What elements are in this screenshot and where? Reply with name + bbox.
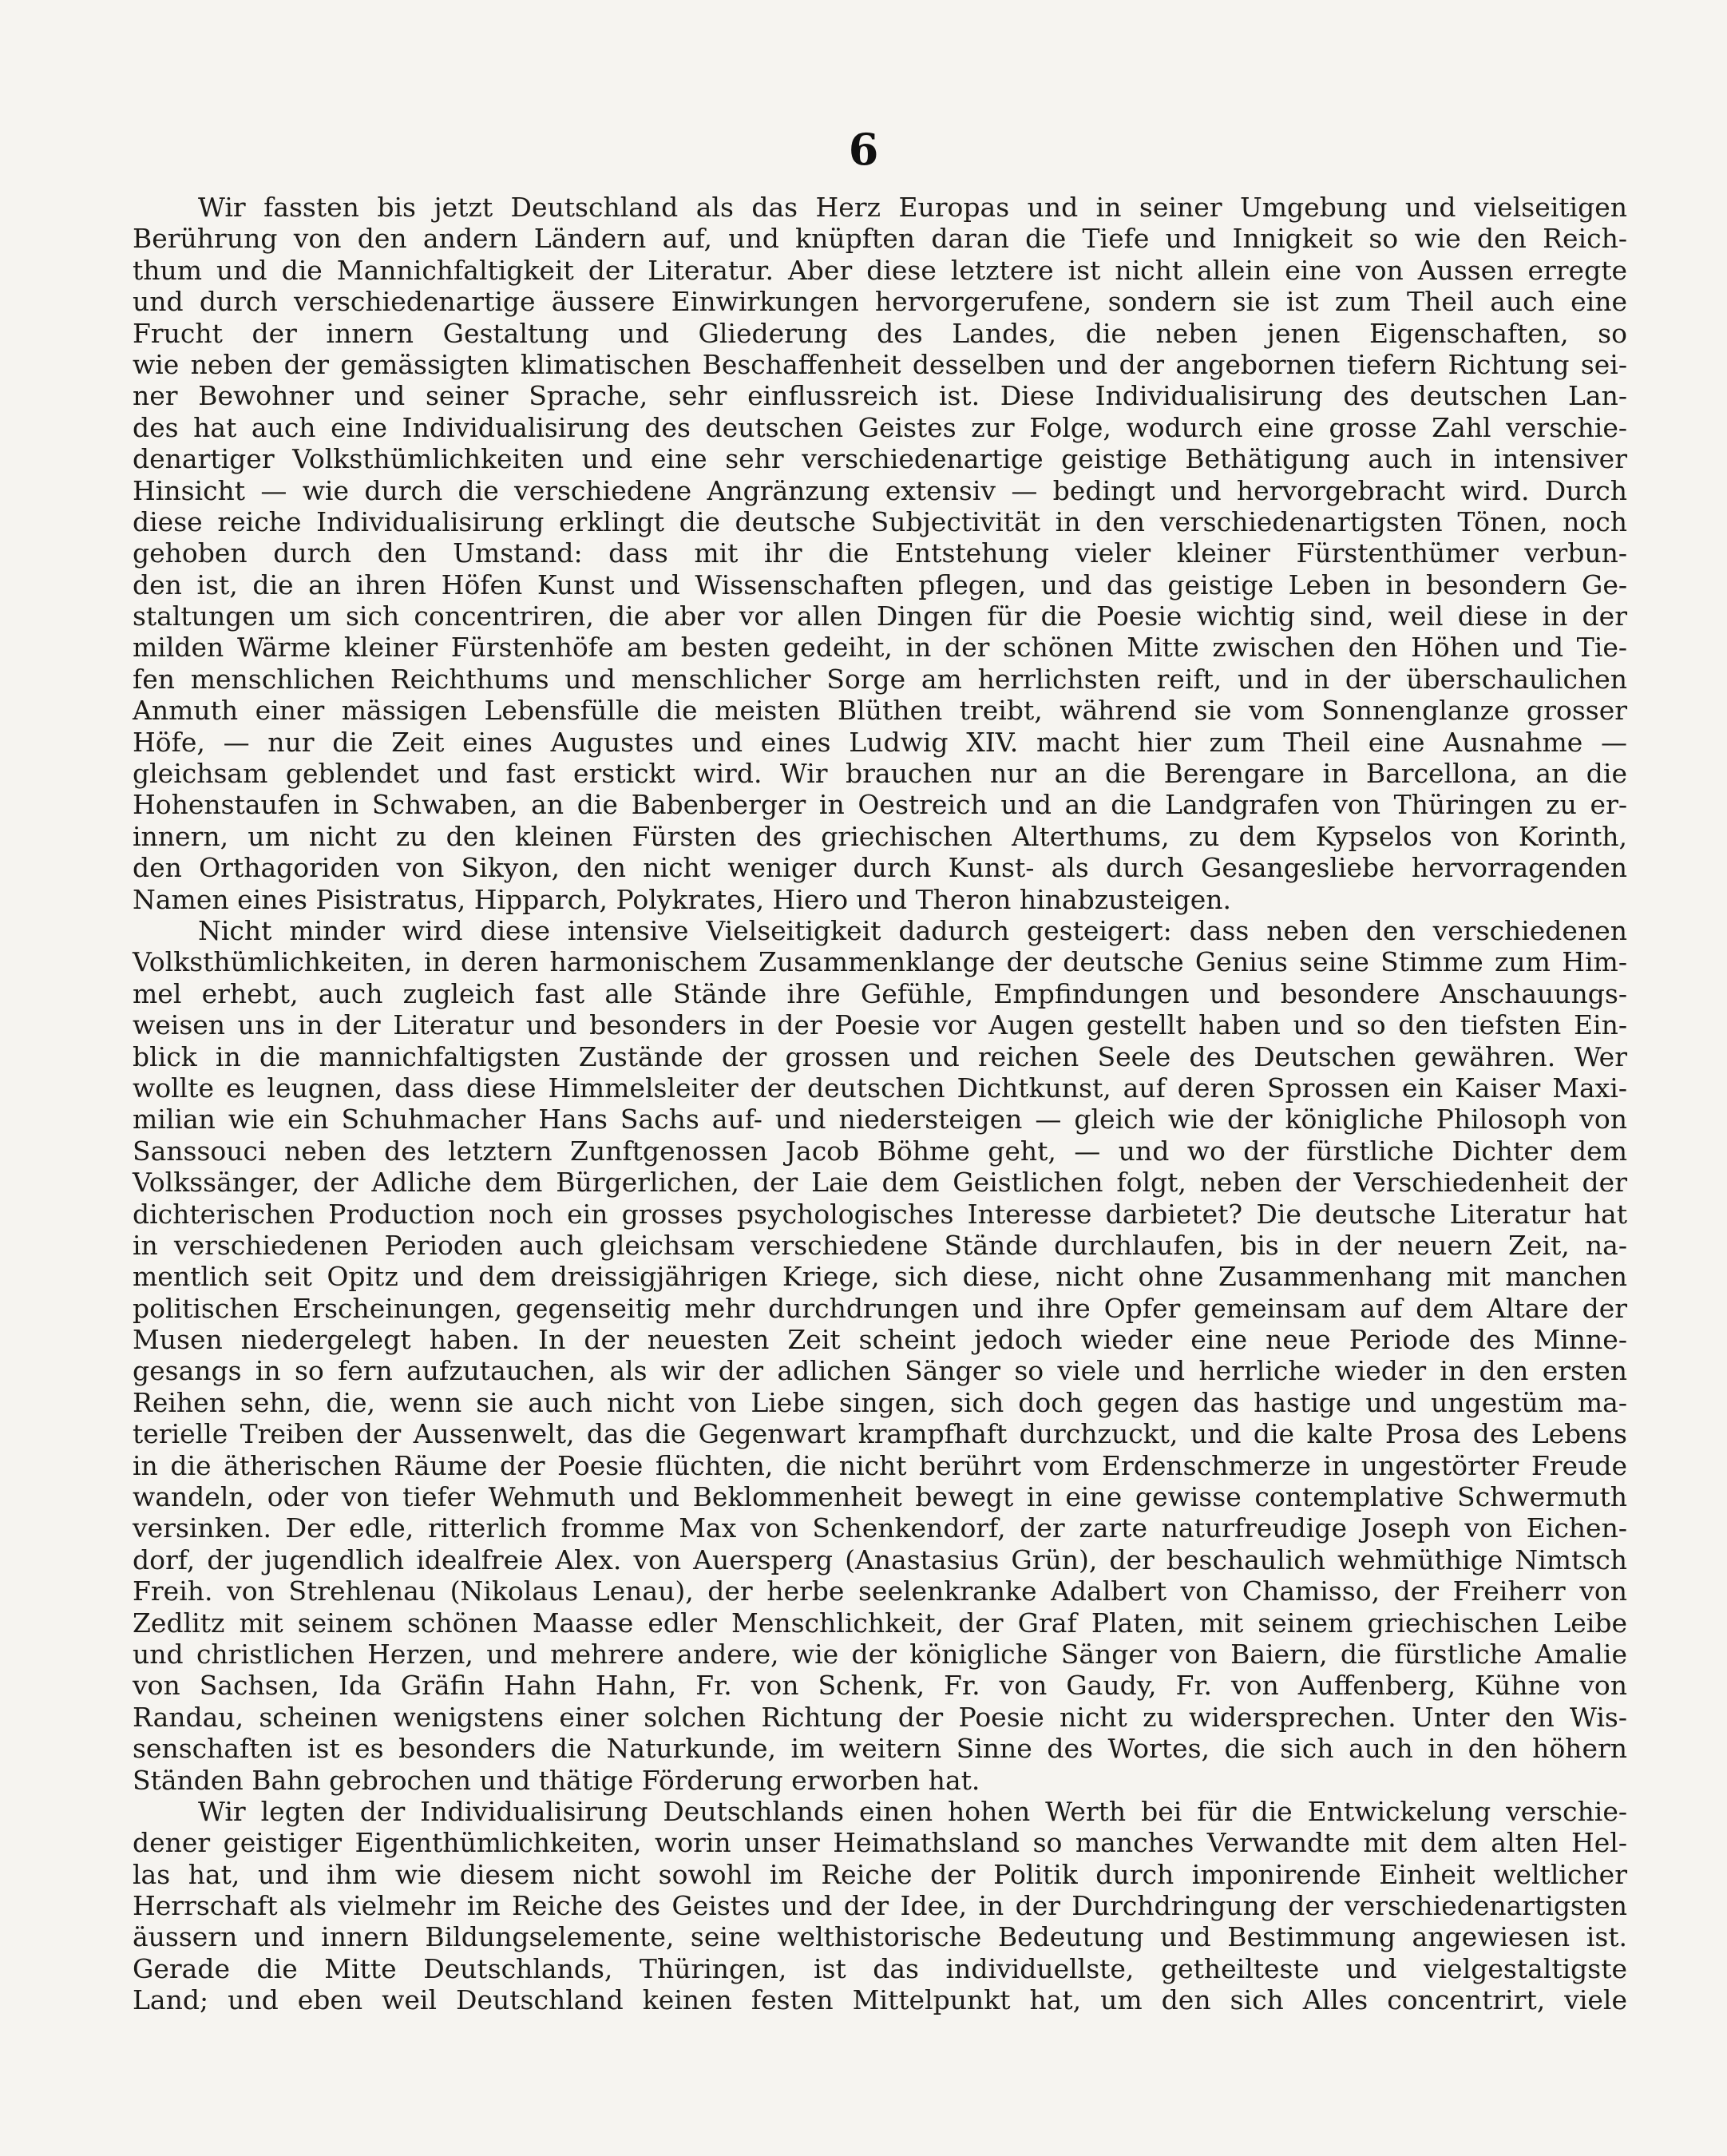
text-line: Ständen Bahn gebrochen und thätige Förderung erworben hat. xyxy=(133,1764,980,1796)
text-line: milian wie ein Schuhmacher Hans Sachs auf- und niedersteigen — gleich wie der königliche Philosoph von xyxy=(133,1104,1627,1135)
text-line: Musen niedergelegt haben. In der neuesten Zeit scheint jedoch wieder eine neue Periode des Minne- xyxy=(133,1324,1627,1356)
text-line: Reihen sehn, die, wenn sie auch nicht von Liebe singen, sich doch gegen das hastige und ungestüm ma- xyxy=(133,1386,1627,1418)
text-line: milden Wärme kleiner Fürstenhöfe am besten gedeiht, in der schönen Mitte zwischen den Höhen und Tie- xyxy=(133,632,1627,664)
text-line: Hohenstaufen in Schwaben, an die Babenberger in Oestreich und an die Landgrafen von Thüringen zu er- xyxy=(133,789,1627,821)
text-line: gleichsam geblendet und fast erstickt wird. Wir brauchen nur an die Berengare in Barcellona, an die xyxy=(133,758,1627,790)
text-line: thum und die Mannichfaltigkeit der Literatur. Aber diese letztere ist nicht allein eine von Aussen erregte xyxy=(133,254,1627,286)
text-line: weisen uns in der Literatur und besonders in der Poesie vor Augen gestellt haben und so den tiefsten Ein- xyxy=(133,1009,1627,1041)
text-line: Wir fassten bis jetzt Deutschland als das Herz Europas und in seiner Umgebung und vielseitigen xyxy=(198,192,1627,223)
text-line: Höfe, — nur die Zeit eines Augustes und eines Ludwig XIV. macht hier zum Theil eine Ausnahme — xyxy=(133,726,1627,758)
text-line: wie neben der gemässigten klimatischen Beschaffenheit desselben und der angebornen tiefern Richtung sei- xyxy=(133,348,1627,380)
text-line: den ist, die an ihren Höfen Kunst und Wissenschaften pflegen, und das geistige Leben in besondern Ge- xyxy=(133,569,1627,600)
text-line: und durch verschiedenartige äussere Einwirkungen hervorgerufene, sondern sie ist zum Theil auch eine xyxy=(133,286,1627,318)
text-line: Gerade die Mitte Deutschlands, Thüringen, ist das individuellste, getheilteste und vielgestaltigste xyxy=(133,1952,1627,1984)
text-line: den Orthagoriden von Sikyon, den nicht weniger durch Kunst- als durch Gesangesliebe hervorragenden xyxy=(133,852,1627,884)
text-line: des hat auch eine Individualisirung des deutschen Geistes zur Folge, wodurch eine grosse Zahl verschie- xyxy=(133,411,1627,443)
text-line: wollte es leugnen, dass diese Himmelsleiter der deutschen Dichtkunst, auf deren Sprossen ein Kaiser Maxi- xyxy=(133,1072,1627,1104)
text-line: mel erhebt, auch zugleich fast alle Stände ihre Gefühle, Empfindungen und besondere Anschauungs- xyxy=(133,977,1627,1009)
text-line: Zedlitz mit seinem schönen Maasse edler Menschlichkeit, der Graf Platen, mit seinem griechischen Leibe xyxy=(133,1607,1627,1639)
text-line: Volkssänger, der Adliche dem Bürgerlichen, der Laie dem Geistlichen folgt, neben der Verschiedenheit der xyxy=(133,1167,1627,1199)
text-line: Berührung von den andern Ländern auf, und knüpften daran die Tiefe und Innigkeit so wie den Reich- xyxy=(133,223,1627,255)
text-line: politischen Erscheinungen, gegenseitig mehr durchdrungen und ihre Opfer gemeinsam auf dem Altare der xyxy=(133,1292,1627,1324)
text-line: in verschiedenen Perioden auch gleichsam verschiedene Stände durchlaufen, bis in der neuern Zeit, na- xyxy=(133,1229,1627,1261)
text-line: diese reiche Individualisirung erklingt die deutsche Subjectivität in den verschiedenartigsten Tönen, noch xyxy=(133,505,1627,537)
text-line: äussern und innern Bildungselemente, seine welthistorische Bedeutung und Bestimmung angewiesen ist. xyxy=(133,1921,1627,1953)
text-line: gesangs in so fern aufzutauchen, als wir der adlichen Sänger so viele und herrliche wieder in den ersten xyxy=(133,1355,1627,1387)
text-line: las hat, und ihm wie diesem nicht sowohl im Reiche der Politik durch imponirende Einheit weltlicher xyxy=(133,1858,1627,1890)
text-line: Namen eines Pisistratus, Hipparch, Polykrates, Hiero und Theron hinabzusteigen. xyxy=(133,883,1232,915)
text-line: versinken. Der edle, ritterlich fromme Max von Schenkendorf, der zarte naturfreudige Joseph von Eichen- xyxy=(133,1512,1627,1544)
text-line: Frucht der innern Gestaltung und Gliederung des Landes, die neben jenen Eigenschaften, so xyxy=(133,317,1627,349)
text-line: Hinsicht — wie durch die verschiedene Angränzung extensiv — bedingt und hervorgebracht wird. Durch xyxy=(133,474,1627,506)
text-line: Nicht minder wird diese intensive Vielseitigkeit dadurch gesteigert: dass neben den verschiedenen xyxy=(198,914,1627,946)
text-line: dichterischen Production noch ein grosses psychologisches Interesse darbietet? Die deutsche Literatur hat xyxy=(133,1198,1627,1230)
text-line: Anmuth einer mässigen Lebensfülle die meisten Blüthen treibt, während sie vom Sonnenglanze grosser xyxy=(133,695,1627,727)
text-line: mentlich seit Opitz und dem dreissigjährigen Kriege, sich diese, nicht ohne Zusammenhang mit manchen xyxy=(133,1261,1627,1293)
text-line: senschaften ist es besonders die Naturkunde, im weitern Sinne des Wortes, die sich auch in den höhern xyxy=(133,1733,1627,1765)
text-line: denartiger Volksthümlichkeiten und eine sehr verschiedenartige geistige Bethätigung auch in intensiver xyxy=(133,443,1627,475)
text-line: ner Bewohner und seiner Sprache, sehr einflussreich ist. Diese Individualisirung des deutschen Lan- xyxy=(133,380,1627,412)
text-line: fen menschlichen Reichthums und menschlicher Sorge am herrlichsten reift, und in der überschaulichen xyxy=(133,663,1627,695)
text-line: Freih. von Strehlenau (Nikolaus Lenau), der herbe seelenkranke Adalbert von Chamisso, der Freiherr von xyxy=(133,1575,1627,1607)
text-line: Herrschaft als vielmehr im Reiche des Geistes und der Idee, in der Durchdringung der verschiedenartigsten xyxy=(133,1890,1627,1922)
text-line: dorf, der jugendlich idealfreie Alex. von Auersperg (Anastasius Grün), der beschaulich wehmüthige Nimtsch xyxy=(133,1544,1627,1575)
text-line: gehoben durch den Umstand: dass mit ihr die Entstehung vieler kleiner Fürstenthümer verbun- xyxy=(133,537,1627,569)
text-line: Randau, scheinen wenigstens einer solchen Richtung der Poesie nicht zu widersprechen. Unter den Wis- xyxy=(133,1701,1627,1733)
text-line: Sanssouci neben des letztern Zunftgenossen Jacob Böhme geht, — und wo der fürstliche Dichter dem xyxy=(133,1135,1627,1167)
text-line: wandeln, oder von tiefer Wehmuth und Beklommenheit bewegt in eine gewisse contemplative Schwermuth xyxy=(133,1481,1627,1513)
text-line: von Sachsen, Ida Gräfin Hahn Hahn, Fr. von Schenk, Fr. von Gaudy, Fr. von Auffenberg, Kühne von xyxy=(133,1670,1627,1702)
text-line: Wir legten der Individualisirung Deutschlands einen hohen Werth bei für die Entwickelung verschie- xyxy=(198,1795,1627,1827)
text-line: staltungen um sich concentriren, die aber vor allen Dingen für die Poesie wichtig sind, weil diese in der xyxy=(133,600,1627,632)
text-line: und christlichen Herzen, und mehrere andere, wie der königliche Sänger von Baiern, die fürstliche Amalie xyxy=(133,1638,1627,1670)
text-line: in die ätherischen Räume der Poesie flüchten, die nicht berührt vom Erdenschmerze in ungestörter Freude xyxy=(133,1449,1627,1481)
text-line: innern, um nicht zu den kleinen Fürsten des griechischen Alterthums, zu dem Kypselos von Korinth, xyxy=(133,820,1627,852)
text-line: Land; und eben weil Deutschland keinen festen Mittelpunkt hat, um den sich Alles concentrirt, viele xyxy=(133,1984,1627,2016)
page-number: 6 xyxy=(848,124,879,175)
text-line: Volksthümlichkeiten, in deren harmonischem Zusammenklange der deutsche Genius seine Stimme zum Him- xyxy=(133,946,1627,978)
text-line: blick in die mannichfaltigsten Zustände der grossen und reichen Seele des Deutschen gewähren. Wer xyxy=(133,1040,1627,1072)
body-text xyxy=(133,192,1627,2016)
text-line: dener geistiger Eigenthümlichkeiten, worin unser Heimathsland so manches Verwandte mit dem alten Hel- xyxy=(133,1827,1627,1859)
text-line: terielle Treiben der Aussenwelt, das die Gegenwart krampfhaft durchzuckt, und die kalte Prosa des Lebens xyxy=(133,1418,1627,1450)
